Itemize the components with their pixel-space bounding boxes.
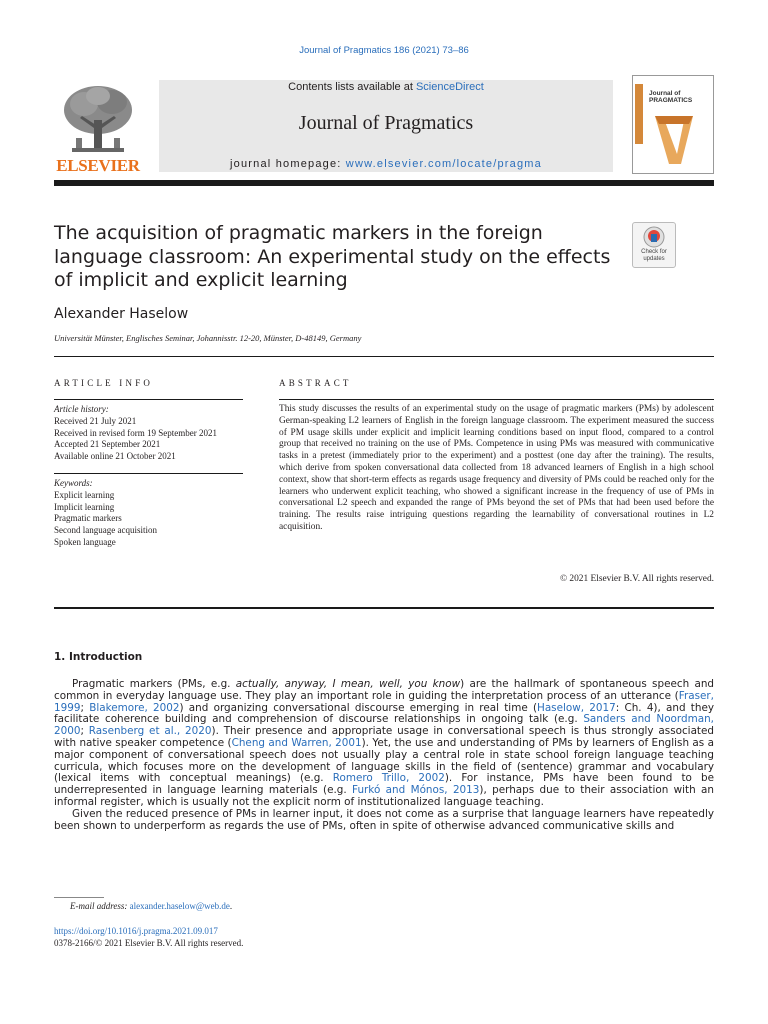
history-label: Article history: (54, 404, 109, 414)
homepage-line (159, 158, 613, 170)
homepage-link[interactable]: www.elsevier.com/locate/pragma (345, 158, 542, 170)
intro-paragraph-1 (54, 679, 714, 809)
text-span: ). Their presence and appropriate usage in conversational speech is thus strongly associated with native speaker competence ( (54, 725, 714, 749)
contents-line (159, 81, 613, 93)
email-link[interactable]: alexander.haselow@web.de (129, 901, 230, 911)
cover-title-line2: PRAGMATICS (649, 97, 693, 104)
sciencedirect-link[interactable]: ScienceDirect (415, 81, 484, 93)
citation-link[interactable]: Sanders and Noordman, 2000 (54, 713, 714, 738)
check-updates-line1: Check for (641, 249, 667, 255)
citation-link[interactable]: Blakemore, 2002 (89, 701, 180, 714)
text-span: ). For instance, PMs have been found to be underrepresented in language learning materials (e.g. (54, 772, 714, 797)
keyword-item: Pragmatic markers (54, 513, 122, 524)
journal-cover-thumbnail[interactable] (632, 75, 714, 174)
citation-link[interactable]: Haselow, 2017 (537, 701, 616, 714)
citation-link[interactable]: Furkó and Mónos, 2013 (352, 784, 480, 797)
header-divider (54, 180, 714, 186)
abstract-divider (279, 399, 714, 400)
cover-artwork (633, 76, 713, 173)
homepage-prefix: journal homepage: (230, 158, 346, 170)
article-info-divider (54, 399, 243, 400)
doi-url[interactable]: https://doi.org/10.1016/j.pragma.2021.09.017 (54, 926, 218, 936)
abstract-text: This study discusses the results of an experimental study on the usage of pragmatic markers (PMs) by adolescent German-speaking L2 learners of English in the foreign language classroom. The experiment measured the success of PM usage skills under explicit and implicit learning conditions based on input flood, compared to a control group that received no training on the use of PMs. Competence in using PMs was measured with communicative tasks in a pretest (immediately prior to the experiment) and a posttest (one day after the training). The results, which derive from spoken conversational data collected from 18 advanced learners of English in a high school context, show that short-term effects as regards usage frequency and diversity of PMs could be reached only for the learners who underwent explicit teaching, who showed a significant increase in the frequency of use of PMs in conversational L2 speech and expanded the range of PMs beyond the set of PMs that had been used before the training. The results raise intriguing questions regarding the learnability of conversational routines in L2 acquisition. (279, 404, 714, 532)
check-for-updates-badge[interactable] (632, 222, 676, 268)
citation-link[interactable]: Rasenberg et al., 2020 (88, 725, 212, 738)
article-title: The acquisition of pragmatic markers in the foreign language classroom: An experimental study on the effects of implicit and explicit learning (54, 222, 611, 291)
author-name: Alexander Haselow (54, 306, 189, 322)
keywords-label: Keywords: (54, 478, 93, 488)
affiliation-divider (54, 356, 714, 357)
keywords-list (54, 478, 254, 549)
journal-citation[interactable]: Journal of Pragmatics 186 (2021) 73–86 (299, 45, 469, 56)
contents-prefix: Contents lists available at (288, 81, 416, 93)
keyword-item: Implicit learning (54, 501, 115, 512)
text-span: ). Yet, the use and understanding of PMs by learners of English as a major component of conversational speech does not usually play a central role in state school foreign language teaching curricula, which focuses more on the development of language skills in the field of (sentence) grammar and vocabulary (lexical items with conceptual meanings) (e.g. (54, 736, 714, 785)
text-span: ) are the hallmark of spontaneous speech and common in everyday language use. They play an important role in guiding the interpretation process of an utterance ( (54, 678, 715, 702)
pm-examples: actually, anyway, I mean, well, you know (235, 678, 461, 690)
keyword-item: Spoken language (54, 536, 116, 547)
keyword-item: Explicit learning (54, 489, 115, 500)
doi-link[interactable] (54, 926, 218, 936)
elsevier-wordmark: ELSEVIER (56, 156, 140, 175)
article-history (54, 404, 254, 463)
footnote-divider (54, 897, 104, 898)
introduction-body (54, 679, 714, 832)
text-span: Pragmatic markers (PMs, e.g. (72, 678, 236, 690)
citation-link[interactable]: Romero Trillo, 2002 (332, 772, 445, 785)
text-span: ; (80, 725, 89, 738)
history-item: Received in revised form 19 September 2021 (54, 427, 217, 438)
check-updates-line2: updates (643, 255, 665, 262)
history-item: Received 21 July 2021 (54, 415, 137, 426)
check-updates-text (633, 249, 675, 262)
abstract-bottom-divider (54, 607, 714, 609)
abstract-copyright: © 2021 Elsevier B.V. All rights reserved. (559, 574, 714, 584)
keyword-item: Second language acquisition (54, 525, 157, 536)
journal-title: Journal of Pragmatics (298, 112, 474, 134)
article-info-heading: ARTICLE INFO (54, 378, 154, 388)
intro-paragraph-2: Given the reduced presence of PMs in learner input, it does not come as a surprise that language learners have repeatedly been shown to underperform as regards the use of PMs, often in spite of otherwise advanced communicative skills and (54, 807, 714, 832)
abstract-heading: ABSTRACT (279, 378, 352, 388)
citation-link[interactable]: Cheng and Warren, 2001 (231, 736, 362, 749)
history-item: Available online 21 October 2021 (54, 451, 176, 462)
section-heading-introduction: 1. Introduction (54, 651, 143, 663)
history-item: Accepted 21 September 2021 (54, 439, 161, 450)
footnote-email (70, 901, 232, 911)
text-span: : Ch. 4), and they facilitate coherence building and comprehension of discourse relationships in ongoing talk (e.g. (54, 701, 715, 726)
cover-title-line1: Journal of (649, 90, 681, 97)
email-label: E-mail address: (70, 901, 130, 911)
keywords-divider (54, 473, 243, 474)
check-updates-icon (643, 226, 665, 248)
text-span: ), perhaps due to their association with an informal register, which is usually not the explicit norm of institutionalized language teaching. (54, 784, 715, 808)
issn-copyright: 0378-2166/© 2021 Elsevier B.V. All rights reserved. (54, 938, 244, 948)
author-affiliation: Universität Münster, Englisches Seminar, Johannisstr. 12-20, Münster, D-48149, Germany (54, 333, 362, 343)
citation-link[interactable]: Fraser, 1999 (54, 689, 714, 714)
text-span: ; (80, 701, 90, 714)
email-end: . (229, 901, 233, 911)
text-span: ) and organizing conversational discourse emerging in real time ( (179, 701, 537, 714)
